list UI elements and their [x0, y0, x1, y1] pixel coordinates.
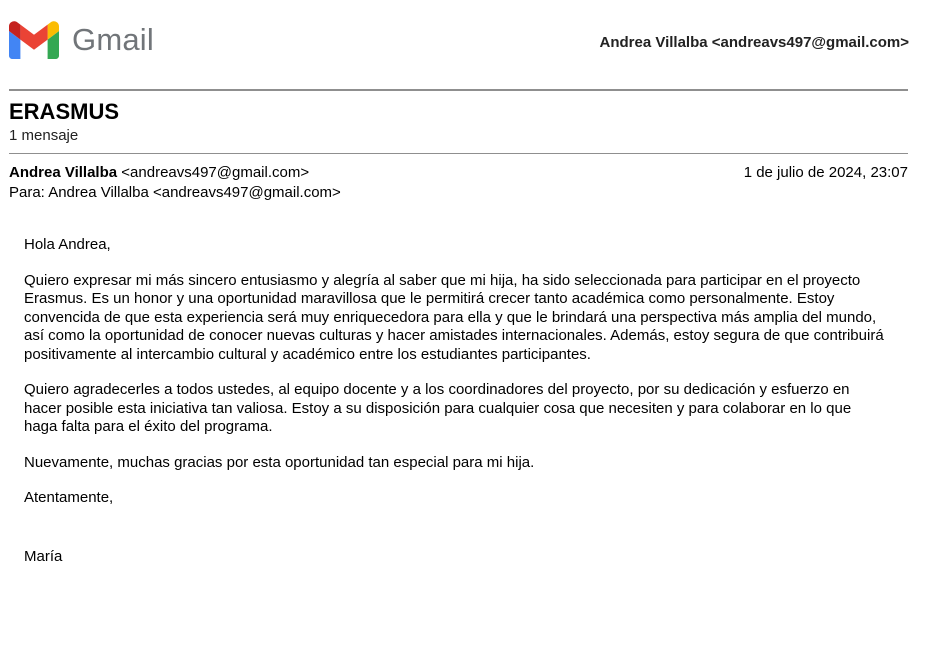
print-header: [9, 20, 909, 62]
recipient-line: Para: Andrea Villalba <andreavs497@gmail.com>: [9, 184, 341, 201]
message-count: 1 mensaje: [9, 127, 79, 144]
message-header: [9, 163, 908, 203]
thread-subject: ERASMUS: [9, 99, 120, 124]
closing: Atentamente,: [24, 489, 114, 506]
subject-divider: [9, 153, 908, 154]
body-paragraph: Nuevamente, muchas gracias por esta oportunidad tan especial para mi hija.: [24, 453, 535, 471]
sender-email: <andreavs497@gmail.com>: [121, 164, 310, 181]
header-divider: [9, 89, 908, 91]
gmail-logo: [9, 20, 154, 60]
greeting: Hola Andrea,: [24, 236, 111, 253]
gmail-wordmark: Gmail: [72, 22, 154, 57]
message-date: 1 de julio de 2024, 23:07: [743, 164, 908, 181]
account-identity: Andrea Villalba <andreavs497@gmail.com>: [599, 34, 909, 51]
gmail-m-icon: [9, 21, 59, 59]
body-paragraph: Quiero agradecerles a todos ustedes, al equipo docente y a los coordinadores del proyecto, por su dedicación y esfuerzo en hacer posible esta iniciativa tan valiosa. Estoy a su disposición para cualquier cosa que necesiten y para colaborar en lo que haga falta para el éxito del programa.: [24, 381, 852, 435]
message-body: [24, 236, 884, 583]
signature: María: [24, 547, 63, 565]
body-paragraph: Quiero expresar mi más sincero entusiasmo y alegría al saber que mi hija, ha sido seleccionada para participar en el proyecto Erasmus. Es un honor y una oportunidad maravillosa que le permitirá crecer tanto académica como personalmente. Estoy convencida de que esta experiencia será muy enriquecedora para ella y que le brindará una perspectiva más amplia del mundo, así como la oportunidad de conocer nuevas culturas y hacer amistades internacionales. Además, estoy segura de que contribuirá positivamente al intercambio cultural y académico entre los estudiantes participantes.: [24, 271, 884, 363]
sender-name: Andrea Villalba: [9, 164, 118, 181]
